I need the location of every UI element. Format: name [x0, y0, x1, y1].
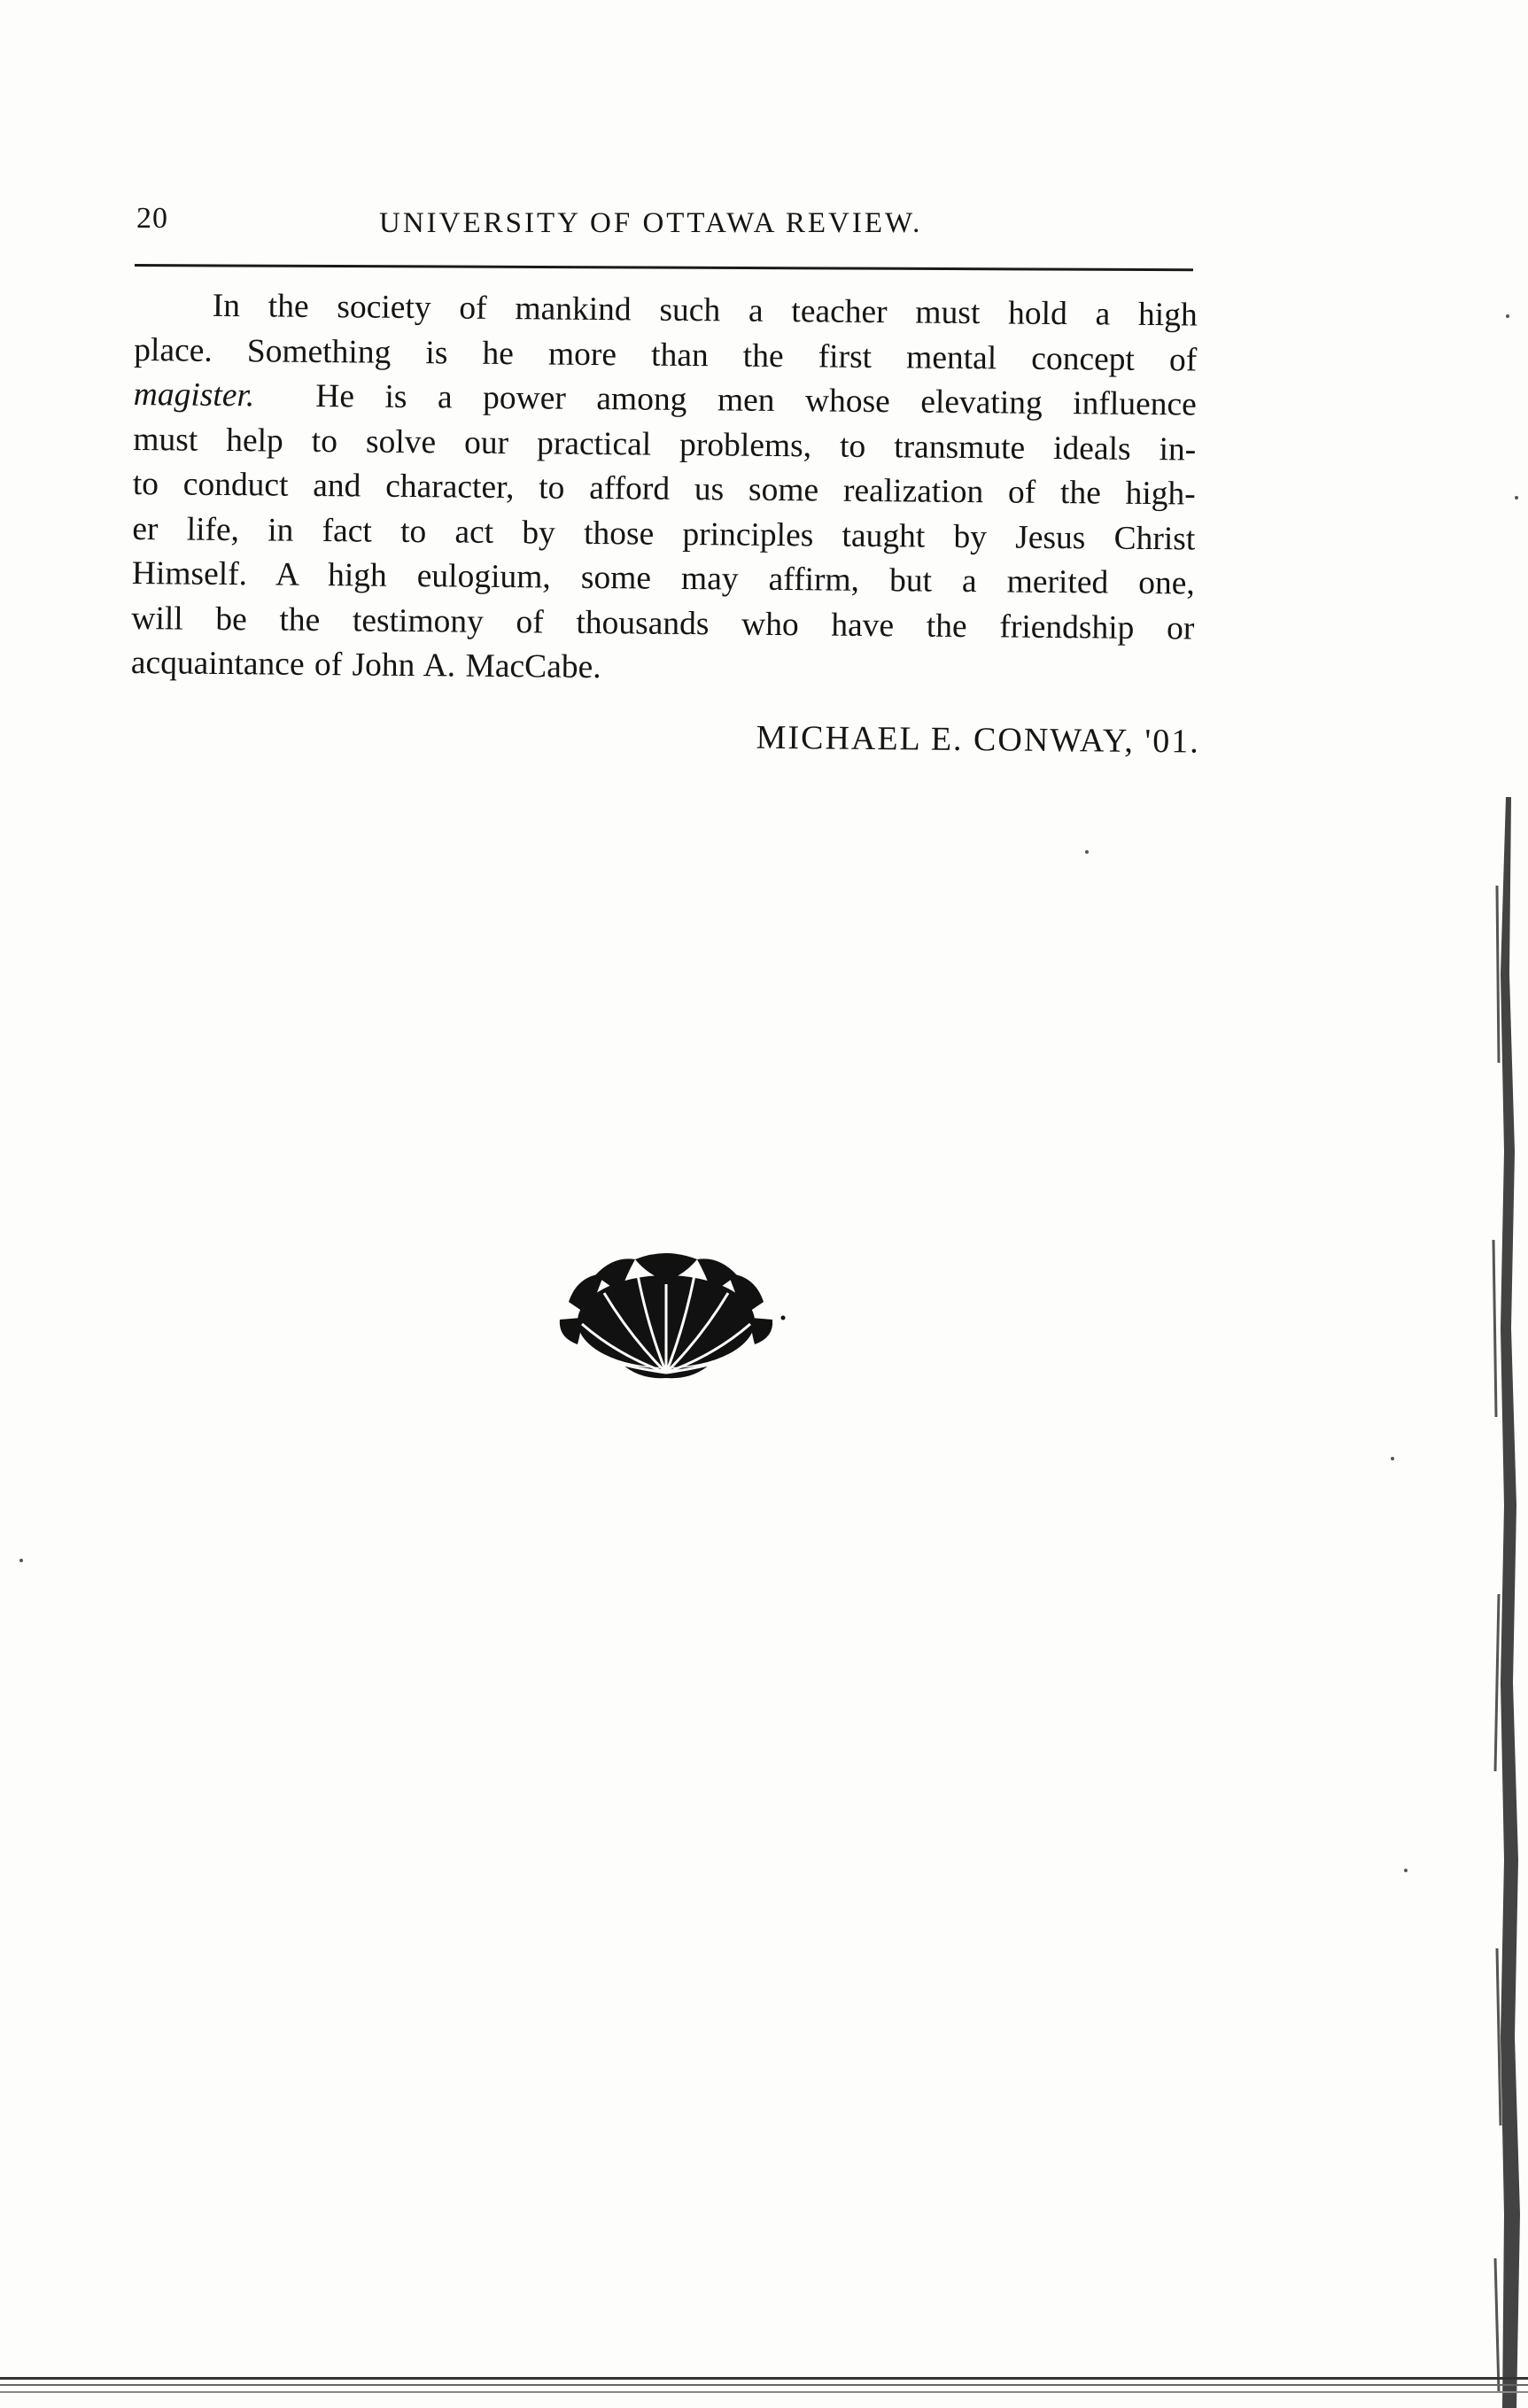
page-number: 20 — [136, 202, 168, 235]
text-line: place. Something is he more than the first mental concept of — [134, 331, 1198, 379]
scan-speck — [1506, 314, 1509, 318]
text-line: will be the testimony of thousands who have the friendship or — [131, 600, 1195, 647]
author-signature: MICHAEL E. CONWAY, '01. — [756, 718, 1200, 761]
text-line: Himself. A high eulogium, some may affirm, but a merited one, — [131, 554, 1195, 602]
text-line: acquaintance of John A. MacCabe. — [130, 644, 601, 686]
scan-speck — [19, 1559, 23, 1562]
body-paragraph — [131, 283, 1198, 696]
header-rule — [135, 264, 1193, 271]
scan-speck — [1404, 1869, 1408, 1872]
text-line: In the society of mankind such a teacher must hold a high — [212, 287, 1198, 334]
italic-word: magister. — [133, 376, 255, 414]
page-bottom-edge — [0, 2370, 1528, 2408]
page-edge-shadow — [1453, 797, 1528, 2408]
text-line: to conduct and character, to afford us some realization of the high- — [132, 465, 1196, 513]
page-header — [133, 197, 1196, 250]
scan-speck — [1515, 496, 1518, 499]
scan-speck — [1085, 850, 1089, 854]
text-line: er life, in fact to act by those principles taught by Jesus Christ — [132, 510, 1196, 558]
running-title: UNIVERSITY OF OTTAWA REVIEW. — [379, 207, 923, 239]
scan-speck — [1391, 1457, 1394, 1460]
chrysanthemum-flower-ornament-icon — [542, 1240, 790, 1382]
text-line: must help to solve our practical problems, to transmute ideals in- — [133, 421, 1197, 468]
text-line-rest: He is a power among men whose elevating influence — [315, 377, 1197, 423]
